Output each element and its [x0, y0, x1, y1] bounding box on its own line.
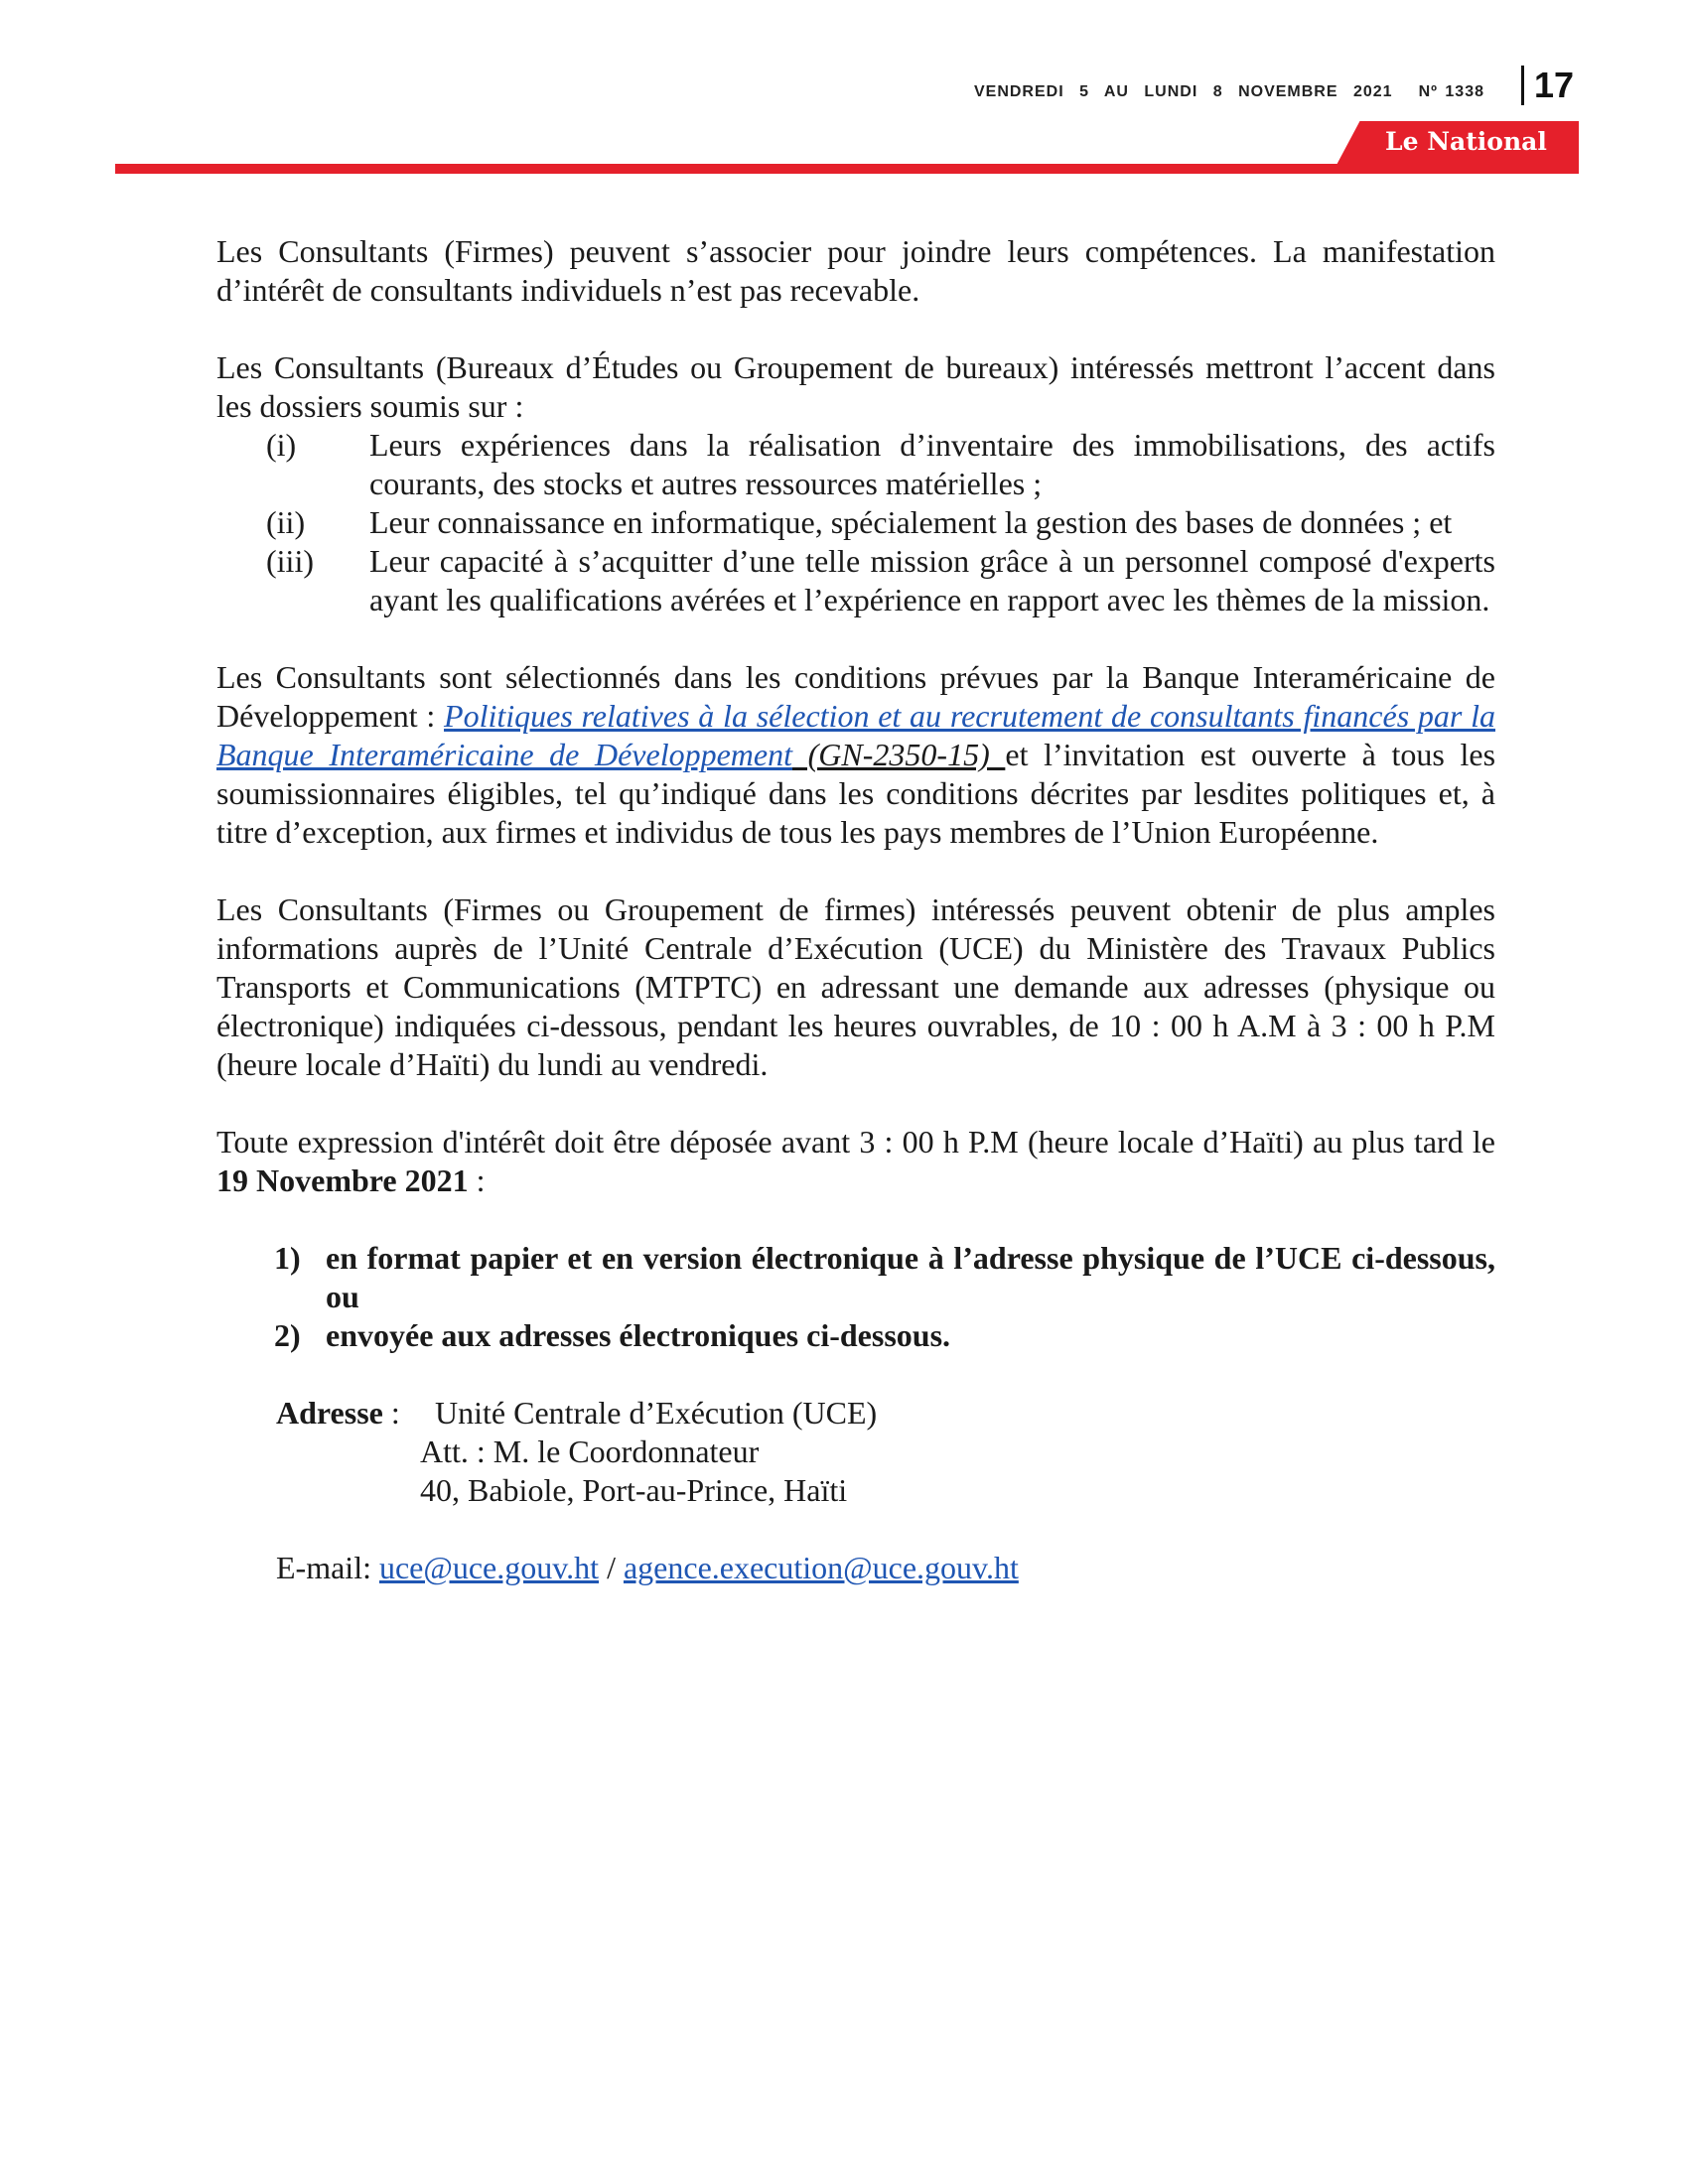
paragraph-information: Les Consultants (Firmes ou Groupement de firmes) intéressés peuvent obtenir de plus amples informations auprès de l’Unité Centrale d’Exécution (UCE) du Ministère des Travaux Publics Transports et Communications (MTPTC) en adressant une demande aux adresses (physique ou électronique) indiquées ci-dessous, pendant les heures ouvrables, de 10 : 00 h A.M à 3 : 00 h P.M (heure locale d’Haïti) du lundi au vendredi. [216, 891, 1495, 1082]
article-body [216, 232, 1495, 1587]
deadline-date: 19 Novembre 2021 [216, 1162, 469, 1198]
publication-name: Le National [1385, 127, 1547, 156]
list-item [216, 503, 1495, 542]
address-label [276, 1394, 435, 1433]
email-link-secondary[interactable]: agence.execution@uce.gouv.ht [623, 1550, 1019, 1585]
address-label-text: Adresse [276, 1395, 383, 1431]
list-item-text: Leur capacité à s’acquitter d’une telle mission grâce à un personnel composé d'experts ayant les qualifications avérées et l’expérience en rapport avec les thèmes de la mission. [369, 543, 1495, 617]
list-item-text: en format papier et en version électronique à l’adresse physique de l’UCE ci-dessous, ou [326, 1240, 1495, 1314]
list-item-number: (ii) [266, 504, 306, 540]
list-item [216, 1239, 1495, 1316]
list-item-text: Leurs expériences dans la réalisation d’inventaire des immobilisations, des actifs courants, des stocks et autres ressources matérielles ; [369, 427, 1495, 501]
deadline-text: Toute expression d'intérêt doit être déposée avant 3 : 00 h P.M (heure locale d’Haïti) au plus tard le [216, 1124, 1495, 1160]
address-line-2: Att. : M. le Coordonnateur [420, 1433, 760, 1469]
list-item [216, 1316, 1495, 1355]
list-item-number: 2) [274, 1317, 301, 1353]
issue-date: VENDREDI 5 AU LUNDI 8 NOVEMBRE 2021 [973, 83, 1393, 100]
criteria-list [216, 426, 1495, 619]
paragraph-deadline [216, 1123, 1495, 1200]
policy-link[interactable]: Politiques relatives à la sélection et au recrutement de consultants financés par la Banque Interaméricaine de Développement [216, 698, 1496, 772]
selection-text: Les Consultants sont sélectionnés dans les conditions prévues par la Banque Interaméricaine de Développement : [216, 659, 1495, 734]
deadline-colon: : [468, 1162, 486, 1198]
list-item [216, 542, 1495, 619]
submission-list [216, 1239, 1495, 1355]
email-separator: / [599, 1550, 624, 1585]
paragraph-association: Les Consultants (Firmes) peuvent s’associer pour joindre leurs compétences. La manifestation d’intérêt de consultants individuels n’est pas recevable. [216, 233, 1495, 308]
list-item-number: 1) [274, 1240, 301, 1276]
list-item [216, 426, 1495, 503]
issue-number: Nº 1338 [1418, 83, 1484, 100]
address-block [216, 1394, 1495, 1510]
paragraph-selection [216, 658, 1495, 852]
email-link-primary[interactable]: uce@uce.gouv.ht [378, 1550, 600, 1585]
header-meta [974, 83, 1484, 101]
address-row [276, 1394, 1495, 1433]
list-item-text: envoyée aux adresses électroniques ci-dessous. [326, 1317, 951, 1353]
list-item-text: Leur connaissance en informatique, spécialement la gestion des bases de données ; et [369, 504, 1453, 540]
paragraph-criteria-intro: Les Consultants (Bureaux d’Études ou Groupement de bureaux) intéressés mettront l’accent dans les dossiers soumis sur : [216, 349, 1495, 424]
email-block [216, 1549, 1495, 1587]
page-number: 17 [1521, 66, 1574, 105]
address-line-3: 40, Babiole, Port-au-Prince, Haïti [420, 1472, 848, 1508]
policy-code-link[interactable]: (GN-2350-15) [792, 737, 1006, 772]
address-separator: : [382, 1395, 400, 1431]
list-item-number: (iii) [266, 543, 314, 579]
list-item-number: (i) [266, 427, 297, 463]
email-label: E-mail: [276, 1550, 379, 1585]
address-line-1: Unité Centrale d’Exécution (UCE) [435, 1395, 878, 1431]
selection-text-end: et l’invitation est ouverte à tous les soumissionnaires éligibles, tel qu’indiqué dans les conditions décrites par lesdites politiques et, à titre d’exception, aux firmes et individus de tous les pays membres de l’Union Européenne. [216, 737, 1496, 850]
